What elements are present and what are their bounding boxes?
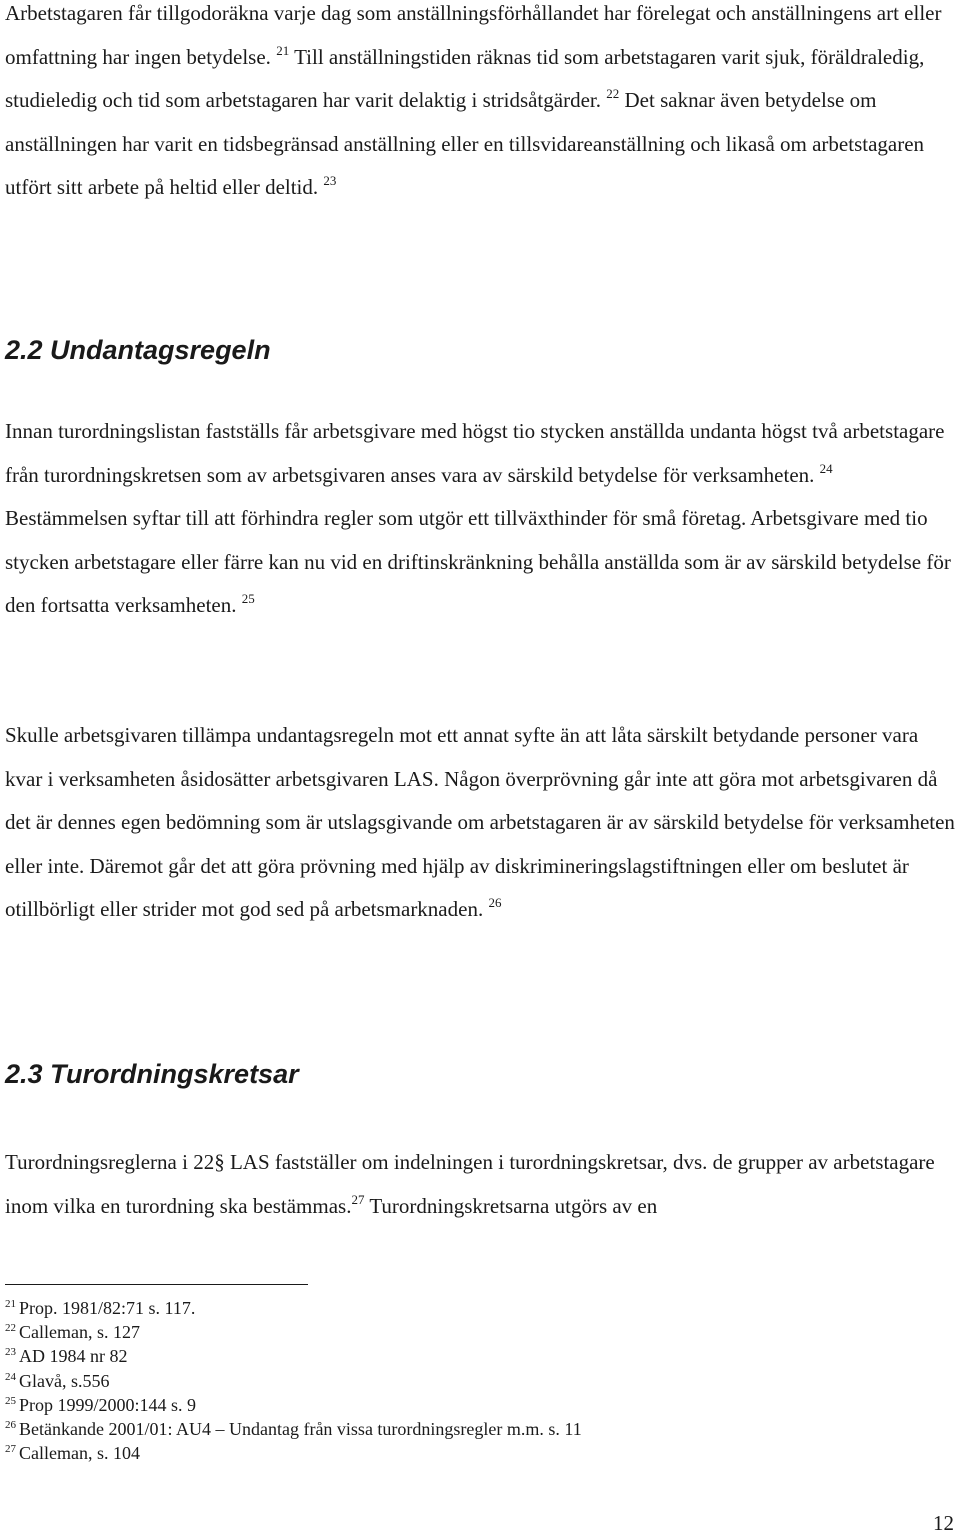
footnotes-list [5, 1296, 582, 1465]
footnote-item [5, 1320, 582, 1344]
footnote-text: Calleman, s. 104 [19, 1443, 140, 1464]
paragraph-text: Skulle arbetsgivaren tillämpa undantagsregeln mot ett annat syfte än att låta särskilt betydande personer vara kvar i verksamheten åsidosätter arbetsgivaren LAS. Någon överprövning går inte att göra mot arbetsgivaren då det är dennes egen bedömning som är utslagsgivande om arbetstagaren är av särskild betydelse för verksamheten eller inte. Däremot går det att göra prövning med hjälp av diskrimineringslagstiftningen eller om beslutet är otillbörligt eller strider mot god sed på arbetsmarknaden. [5, 723, 955, 921]
footnote-text: Calleman, s. 127 [19, 1322, 140, 1343]
section-heading-2-3: 2.3 Turordningskretsar [5, 1059, 299, 1089]
footnote-number: 21 [5, 1298, 16, 1310]
paragraph-text: Arbetstagaren får tillgodoräkna varje dag som anställningsförhållandet har förelegat och anställningens art eller omfattning har ingen betydelse. [5, 1, 942, 69]
paragraph-text: Innan turordningslistan fastställs får arbetsgivare med högst tio stycken anställda undanta högst två arbetstagare från turordningskretsen som av arbetsgivaren anses vara av särskild betydelse för verksamheten. [5, 419, 945, 487]
footnote-number: 27 [5, 1443, 16, 1456]
footnote-ref-25[interactable]: 25 [241, 591, 255, 606]
footnote-text: Betänkande 2001/01: AU4 – Undantag från vissa turordningsregler m.m. s. 11 [19, 1419, 582, 1440]
paragraph-seniority-time [5, 0, 957, 210]
footnote-text: Glavå, s.556 [19, 1370, 110, 1391]
footnote-divider [5, 1284, 308, 1285]
paragraph-text: Turordningsreglerna i 22§ LAS fastställer om indelningen i turordningskretsar, dvs. de grupper av arbetstagare inom vilka en turordning ska bestämmas. [5, 1150, 935, 1218]
footnote-item [5, 1344, 582, 1368]
footnote-number: 24 [5, 1370, 16, 1383]
footnote-item [5, 1393, 582, 1417]
footnote-number: 22 [5, 1322, 16, 1335]
paragraph-exception-rule [5, 410, 957, 628]
footnote-number: 25 [5, 1394, 16, 1407]
footnote-number: 23 [5, 1346, 16, 1359]
footnote-text: Prop. 1981/82:71 s. 117. [19, 1298, 196, 1318]
footnote-ref-24[interactable]: 24 [819, 460, 833, 476]
footnote-ref-26[interactable]: 26 [488, 895, 502, 910]
section-heading-2-2: 2.2 Undantagsregeln [5, 335, 271, 365]
footnote-ref-21[interactable]: 21 [276, 42, 290, 58]
paragraph-text: Bestämmelsen syftar till att förhindra regler som utgör ett tillväxthinder för små företag. Arbetsgivare med tio stycken arbetstagare eller färre kan nu vid en driftinskränkning behålla anställda som är av särskild betydelse för den fortsatta verksamheten. [5, 506, 951, 617]
footnote-text: Prop 1999/2000:144 s. 9 [19, 1394, 197, 1415]
footnote-item [5, 1441, 582, 1465]
paragraph-text: Turordningskretsarna utgörs av en [369, 1193, 658, 1218]
paragraph-text: Till anställningstiden räknas tid som arbetstagaren varit sjuk, föräldraledig, studieledig och tid som arbetstagaren har varit delaktig i stridsåtgärder. [5, 44, 925, 112]
footnote-ref-22[interactable]: 22 [606, 86, 620, 101]
footnote-item [5, 1417, 582, 1441]
footnote-text: AD 1984 nr 82 [19, 1346, 128, 1367]
paragraph-text: Det saknar även betydelse om anställningen har varit en tidsbegränsad anställning eller en tillsvidareanställning och likaså om arbetstagaren utfört sitt arbete på heltid eller deltid. [5, 88, 925, 199]
page-number: 12 [933, 1511, 954, 1535]
footnote-item [5, 1296, 582, 1320]
paragraph-exception-misuse [5, 714, 957, 932]
footnote-number: 26 [5, 1419, 16, 1432]
paragraph-seniority-circles [5, 1141, 957, 1228]
footnote-ref-27[interactable]: 27 [351, 1191, 365, 1207]
footnote-ref-23[interactable]: 23 [323, 173, 337, 188]
footnote-item [5, 1369, 582, 1393]
